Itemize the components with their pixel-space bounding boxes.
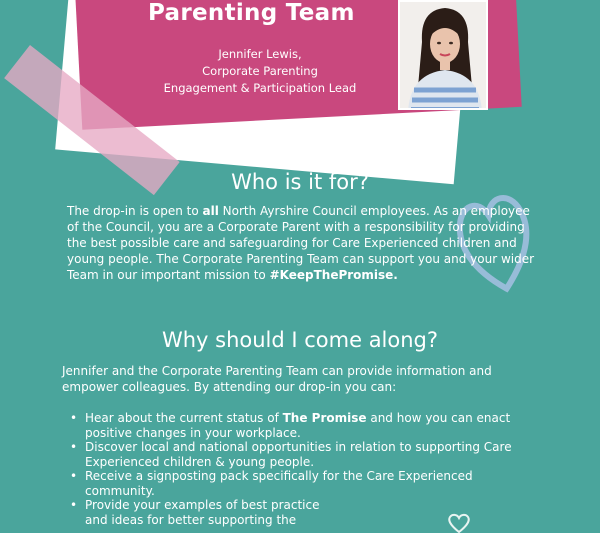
who-is-it-for-heading: Who is it for? [231, 170, 369, 194]
list-item-continuation: and ideas for better supporting the [85, 512, 297, 527]
list-item: • Provide your examples of best practice [70, 498, 530, 513]
benefits-list [70, 411, 530, 527]
who-is-it-for-paragraph: The drop-in is open to all North Ayrshire Council employees. As an employee of the Council, you are a Corporate Parent with a responsibility for providing the best possible care and safeguarding for Care Experienced children and young people. The Corporate Parenting Team can support you and your wider Team in our important mission to #KeepThePromise. [67, 204, 535, 282]
list-item: • Receive a signposting pack specifically for the Care Experienced community. [70, 469, 530, 498]
speaker-photo [398, 0, 488, 110]
why-come-along-intro: Jennifer and the Corporate Parenting Team can provide information and empower colleagues. By attending our drop-in you can: [62, 364, 492, 394]
list-item: • Hear about the current status of The Promise and how you can enact positive changes in your workplace. [70, 411, 530, 440]
why-come-along-heading: Why should I come along? [161, 328, 439, 352]
speaker-details [145, 46, 375, 97]
speaker-role-line-2: Engagement & Participation Lead [163, 81, 357, 95]
keep-the-promise-hashtag: #KeepThePromise. [269, 268, 398, 282]
header-title: Parenting Team [148, 0, 355, 26]
list-item: • Discover local and national opportunities in relation to supporting Care Experienced children & young people. [70, 440, 530, 469]
speaker-role-line-1: Corporate Parenting [202, 64, 318, 78]
speaker-name: Jennifer Lewis, [218, 47, 302, 61]
